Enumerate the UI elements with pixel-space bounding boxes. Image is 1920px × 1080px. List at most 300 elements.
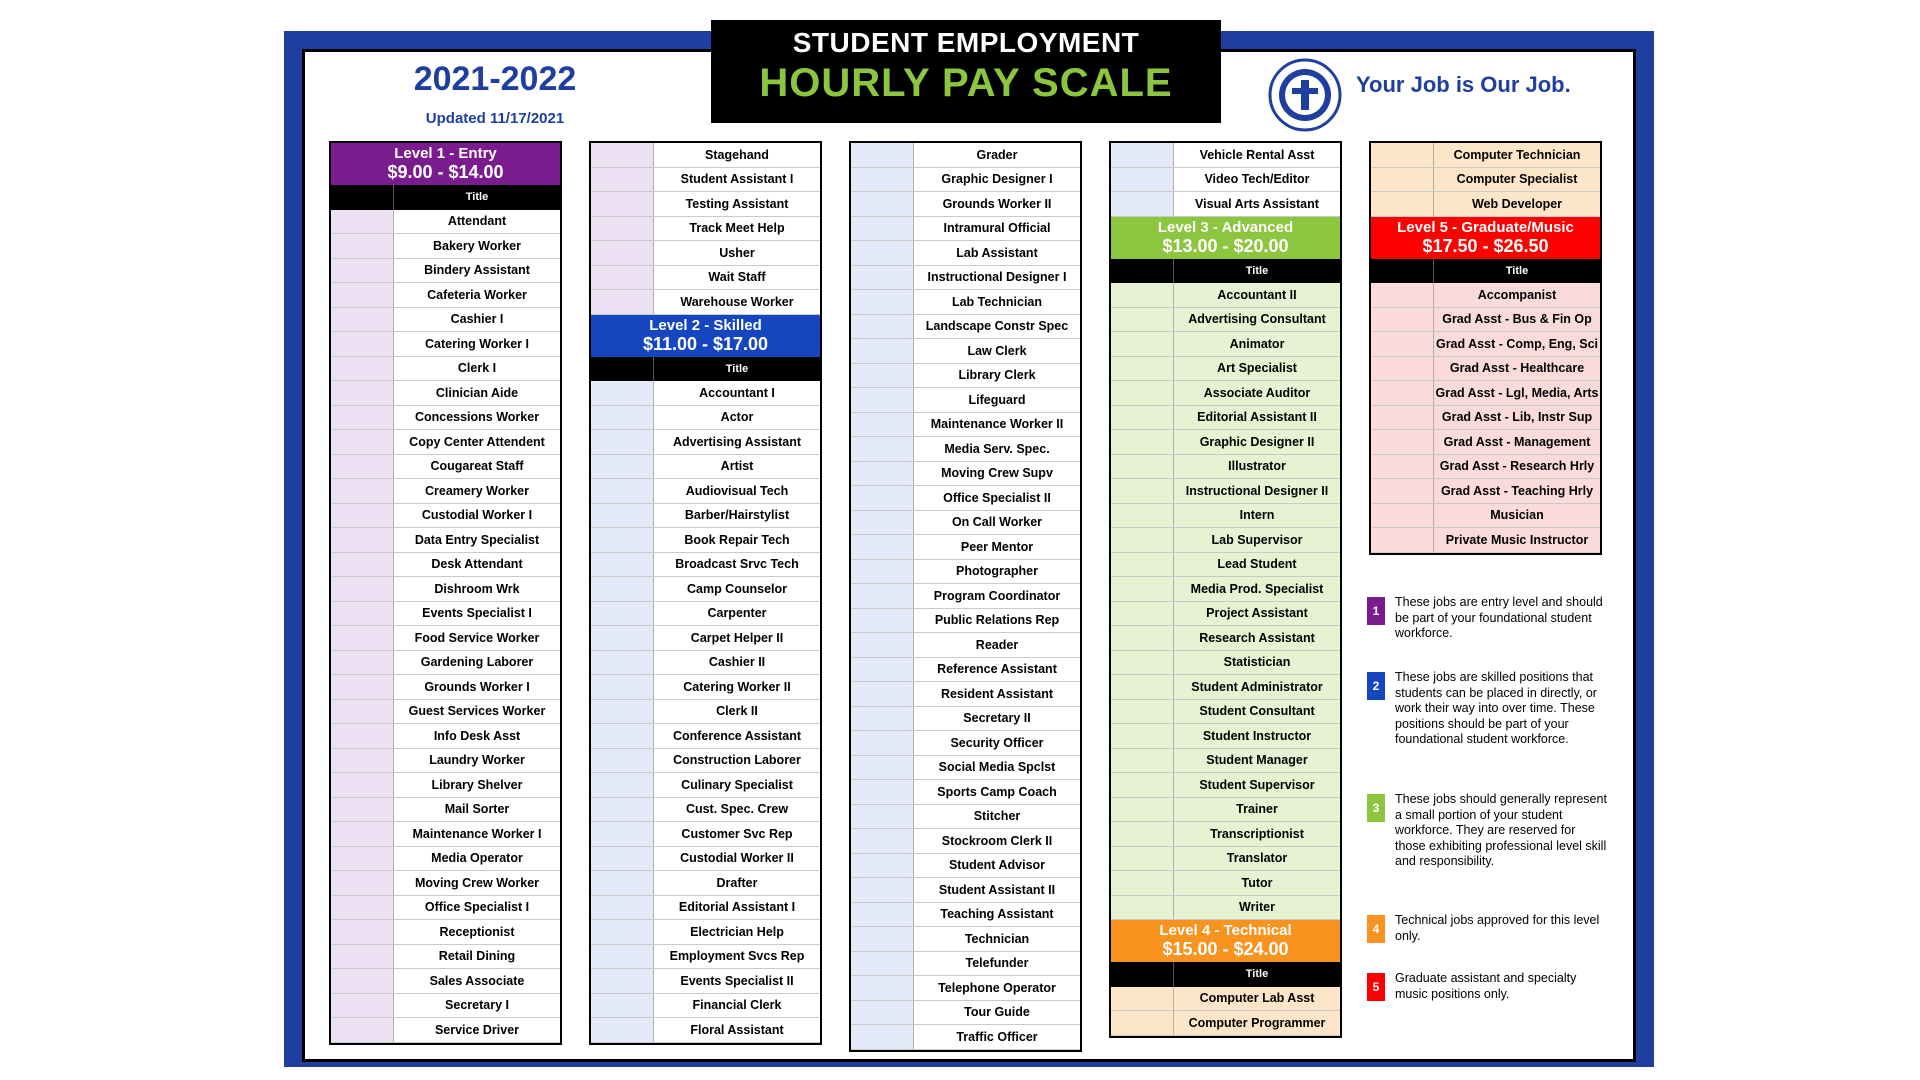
job-title: Library Shelver xyxy=(394,773,560,797)
updated-date: Updated 11/17/2021 xyxy=(425,110,565,127)
level2-job-list xyxy=(591,381,820,1043)
job-row xyxy=(331,724,560,749)
job-title: Audiovisual Tech xyxy=(654,479,820,503)
job-row xyxy=(1371,357,1600,382)
job-title: Catering Worker II xyxy=(654,675,820,699)
legend-badge-3: 3 xyxy=(1367,794,1385,822)
legend-text-3: These jobs should generally represent a small portion of your student workforce. They are reserved for those exhibiting professional level skill and responsibility. xyxy=(1395,792,1607,868)
job-row xyxy=(591,241,820,266)
job-title: Student Instructor xyxy=(1174,724,1340,748)
job-row xyxy=(331,651,560,676)
job-row xyxy=(851,388,1080,413)
job-row xyxy=(1111,675,1340,700)
job-title: Private Music Instructor xyxy=(1434,528,1600,552)
job-title: Video Tech/Editor xyxy=(1174,168,1340,192)
legend-badge-5: 5 xyxy=(1367,973,1385,1001)
job-title: Mail Sorter xyxy=(394,798,560,822)
job-title: Art Specialist xyxy=(1174,357,1340,381)
job-row xyxy=(851,486,1080,511)
job-title: Bakery Worker xyxy=(394,234,560,258)
job-title: Student Manager xyxy=(1174,749,1340,773)
job-title: Carpenter xyxy=(654,602,820,626)
job-row xyxy=(1111,528,1340,553)
level2-range: $11.00 - $17.00 xyxy=(642,333,769,354)
job-title: Lab Technician xyxy=(914,290,1080,314)
job-row xyxy=(331,455,560,480)
job-row xyxy=(1371,455,1600,480)
job-title: Data Entry Specialist xyxy=(394,528,560,552)
job-row xyxy=(331,504,560,529)
job-title: Grad Asst - Teaching Hrly xyxy=(1434,479,1600,503)
job-title: Gardening Laborer xyxy=(394,651,560,675)
job-title: Technician xyxy=(914,927,1080,951)
job-title: Associate Auditor xyxy=(1174,381,1340,405)
job-row xyxy=(591,553,820,578)
job-row xyxy=(1111,332,1340,357)
job-title: Stitcher xyxy=(914,805,1080,829)
job-title: Media Serv. Spec. xyxy=(914,437,1080,461)
job-row xyxy=(851,731,1080,756)
job-row xyxy=(1371,406,1600,431)
job-title: Customer Svc Rep xyxy=(654,822,820,846)
job-row xyxy=(331,406,560,431)
job-title: Tutor xyxy=(1174,871,1340,895)
job-title: Events Specialist I xyxy=(394,602,560,626)
job-row xyxy=(851,658,1080,683)
job-title: Grounds Worker I xyxy=(394,675,560,699)
job-row xyxy=(331,528,560,553)
job-title: Telephone Operator xyxy=(914,976,1080,1000)
job-title: Grad Asst - Lib, Instr Sup xyxy=(1434,406,1600,430)
title-header-row xyxy=(331,185,560,210)
job-title: Musician xyxy=(1434,504,1600,528)
job-title: Editorial Assistant II xyxy=(1174,406,1340,430)
job-row xyxy=(331,896,560,921)
job-title: Conference Assistant xyxy=(654,724,820,748)
job-row xyxy=(851,756,1080,781)
level5-label: Level 5 - Graduate/Music xyxy=(1397,218,1574,236)
level1-header xyxy=(331,143,560,185)
job-title: Animator xyxy=(1174,332,1340,356)
legend-badge-4: 4 xyxy=(1367,915,1385,943)
job-title: Computer Technician xyxy=(1434,143,1600,167)
legend-item-2 xyxy=(1367,670,1607,748)
job-row xyxy=(851,413,1080,438)
job-row xyxy=(851,143,1080,168)
job-row xyxy=(331,945,560,970)
job-row xyxy=(851,878,1080,903)
job-title: Creamery Worker xyxy=(394,479,560,503)
column-4 xyxy=(1109,141,1342,1038)
job-row xyxy=(851,511,1080,536)
job-row xyxy=(1111,847,1340,872)
job-row xyxy=(591,217,820,242)
legend-text-5: Graduate assistant and specialty music positions only. xyxy=(1395,971,1577,1001)
job-title: Drafter xyxy=(654,871,820,895)
job-title: Peer Mentor xyxy=(914,535,1080,559)
job-title: Grad Asst - Healthcare xyxy=(1434,357,1600,381)
job-row xyxy=(1111,577,1340,602)
job-title: Grounds Worker II xyxy=(914,192,1080,216)
legend-text-2: These jobs are skilled positions that students can be placed in directly, or work their way into over time. These positions should be part of your foundational student workforce. xyxy=(1395,670,1597,746)
job-title: Clerk II xyxy=(654,700,820,724)
job-row xyxy=(1111,749,1340,774)
job-title: Grad Asst - Comp, Eng, Sci xyxy=(1434,332,1600,356)
job-title: Project Assistant xyxy=(1174,602,1340,626)
job-row xyxy=(851,584,1080,609)
job-row xyxy=(1371,168,1600,193)
title-header-row xyxy=(1111,962,1340,987)
job-title: Web Developer xyxy=(1434,192,1600,216)
slogan: Your Job is Our Job. xyxy=(1356,72,1571,97)
job-title: Dishroom Wrk xyxy=(394,577,560,601)
legend-item-3 xyxy=(1367,792,1607,870)
job-row xyxy=(591,455,820,480)
job-row xyxy=(851,462,1080,487)
job-row xyxy=(331,602,560,627)
job-title: Landscape Constr Spec xyxy=(914,315,1080,339)
job-title: Actor xyxy=(654,406,820,430)
level1-cont-job-list xyxy=(591,143,820,315)
job-title: Financial Clerk xyxy=(654,994,820,1018)
job-title: Maintenance Worker I xyxy=(394,822,560,846)
legend-text-4: Technical jobs approved for this level only. xyxy=(1395,913,1600,943)
job-title: Info Desk Asst xyxy=(394,724,560,748)
job-title: Copy Center Attendent xyxy=(394,430,560,454)
job-row xyxy=(851,217,1080,242)
job-title: Media Operator xyxy=(394,847,560,871)
job-title: Guest Services Worker xyxy=(394,700,560,724)
job-title: Secretary I xyxy=(394,994,560,1018)
job-row xyxy=(591,700,820,725)
job-title: Camp Counselor xyxy=(654,577,820,601)
job-title: Cust. Spec. Crew xyxy=(654,798,820,822)
job-row xyxy=(591,798,820,823)
job-row xyxy=(851,315,1080,340)
job-title: Traffic Officer xyxy=(914,1025,1080,1049)
job-row xyxy=(331,308,560,333)
legend-badge-1: 1 xyxy=(1367,597,1385,625)
job-title: Research Assistant xyxy=(1174,626,1340,650)
job-row xyxy=(591,381,820,406)
job-row xyxy=(851,829,1080,854)
job-row xyxy=(331,969,560,994)
job-row xyxy=(1111,798,1340,823)
job-title: Office Specialist II xyxy=(914,486,1080,510)
job-title: Barber/Hairstylist xyxy=(654,504,820,528)
job-title: Grad Asst - Lgl, Media, Arts xyxy=(1434,381,1600,405)
job-row xyxy=(851,192,1080,217)
job-title: Grad Asst - Management xyxy=(1434,430,1600,454)
job-title: Broadcast Srvc Tech xyxy=(654,553,820,577)
job-title: Statistician xyxy=(1174,651,1340,675)
job-title: Instructional Designer II xyxy=(1174,479,1340,503)
job-row xyxy=(591,994,820,1019)
job-title: Editorial Assistant I xyxy=(654,896,820,920)
job-title: Moving Crew Worker xyxy=(394,871,560,895)
job-row xyxy=(1371,430,1600,455)
job-row xyxy=(591,969,820,994)
job-row xyxy=(591,675,820,700)
column-1 xyxy=(329,141,562,1045)
job-row xyxy=(1111,381,1340,406)
job-title: Computer Lab Asst xyxy=(1174,987,1340,1011)
job-title: Teaching Assistant xyxy=(914,903,1080,927)
job-title: Accountant I xyxy=(654,381,820,405)
job-row xyxy=(331,626,560,651)
job-title: Wait Staff xyxy=(654,266,820,290)
job-row xyxy=(331,283,560,308)
title-header-row xyxy=(1371,259,1600,284)
job-row xyxy=(1371,504,1600,529)
legend-badge-2: 2 xyxy=(1367,672,1385,700)
job-title: Book Repair Tech xyxy=(654,528,820,552)
job-row xyxy=(1111,626,1340,651)
job-title: Instructional Designer I xyxy=(914,266,1080,290)
title-header: Title xyxy=(1245,264,1269,277)
legend-item-4 xyxy=(1367,913,1607,944)
job-title: Moving Crew Supv xyxy=(914,462,1080,486)
job-row xyxy=(331,920,560,945)
job-title: Cafeteria Worker xyxy=(394,283,560,307)
job-row xyxy=(1111,651,1340,676)
job-title: Attendant xyxy=(394,210,560,234)
job-row xyxy=(851,266,1080,291)
level2-label: Level 2 - Skilled xyxy=(649,316,762,334)
banner-line1: STUDENT EMPLOYMENT xyxy=(792,27,1140,58)
job-title: Student Assistant II xyxy=(914,878,1080,902)
job-row xyxy=(851,927,1080,952)
title-header-row xyxy=(591,357,820,382)
job-row xyxy=(591,896,820,921)
job-row xyxy=(1111,724,1340,749)
job-title: Carpet Helper II xyxy=(654,626,820,650)
job-title: Lab Assistant xyxy=(914,241,1080,265)
level5-header xyxy=(1371,217,1600,259)
job-title: Construction Laborer xyxy=(654,749,820,773)
job-row xyxy=(331,479,560,504)
job-title: Tour Guide xyxy=(914,1001,1080,1025)
job-title: Warehouse Worker xyxy=(654,290,820,314)
title-header-row xyxy=(1111,259,1340,284)
level5-range: $17.50 - $26.50 xyxy=(1422,235,1549,256)
job-row xyxy=(1111,455,1340,480)
title-header: Title xyxy=(1505,264,1529,277)
job-title: Reference Assistant xyxy=(914,658,1080,682)
job-row xyxy=(331,357,560,382)
job-row xyxy=(331,430,560,455)
job-row xyxy=(851,903,1080,928)
job-title: Illustrator xyxy=(1174,455,1340,479)
job-row xyxy=(331,381,560,406)
level2-cont-job-list xyxy=(851,143,1080,1050)
job-title: Visual Arts Assistant xyxy=(1174,192,1340,216)
job-row xyxy=(331,234,560,259)
job-row xyxy=(331,553,560,578)
job-row xyxy=(331,700,560,725)
job-title: Cougareat Staff xyxy=(394,455,560,479)
job-title: On Call Worker xyxy=(914,511,1080,535)
job-title: Telefunder xyxy=(914,952,1080,976)
job-title: Desk Attendant xyxy=(394,553,560,577)
job-title: Computer Specialist xyxy=(1434,168,1600,192)
job-row xyxy=(1111,896,1340,921)
job-row xyxy=(1111,283,1340,308)
job-title: Social Media Spclst xyxy=(914,756,1080,780)
job-row xyxy=(591,822,820,847)
legend-item-5 xyxy=(1367,971,1607,1002)
job-title: Student Supervisor xyxy=(1174,773,1340,797)
level3-range: $13.00 - $20.00 xyxy=(1162,235,1289,256)
job-title: Artist xyxy=(654,455,820,479)
job-title: Grader xyxy=(914,143,1080,167)
job-row xyxy=(591,626,820,651)
job-row xyxy=(331,259,560,284)
job-row xyxy=(1111,192,1340,217)
job-title: Electrician Help xyxy=(654,920,820,944)
job-row xyxy=(331,332,560,357)
job-title: Custodial Worker II xyxy=(654,847,820,871)
job-row xyxy=(1111,504,1340,529)
job-row xyxy=(1371,143,1600,168)
column-2 xyxy=(589,141,822,1045)
job-row xyxy=(591,847,820,872)
job-title: Grad Asst - Bus & Fin Op xyxy=(1434,308,1600,332)
job-row xyxy=(1111,871,1340,896)
job-title: Usher xyxy=(654,241,820,265)
legend-text-1: These jobs are entry level and should be part of your foundational student workforce. xyxy=(1395,595,1603,640)
job-row xyxy=(851,707,1080,732)
job-title: Advertising Consultant xyxy=(1174,308,1340,332)
job-row xyxy=(331,1018,560,1043)
job-title: Computer Programmer xyxy=(1174,1011,1340,1035)
job-row xyxy=(591,479,820,504)
title-banner xyxy=(711,20,1221,123)
job-title: Catering Worker I xyxy=(394,332,560,356)
job-title: Lead Student xyxy=(1174,553,1340,577)
job-row xyxy=(851,805,1080,830)
job-row xyxy=(331,822,560,847)
job-title: Program Coordinator xyxy=(914,584,1080,608)
job-row xyxy=(851,560,1080,585)
job-title: Media Prod. Specialist xyxy=(1174,577,1340,601)
job-title: Student Advisor xyxy=(914,854,1080,878)
job-row xyxy=(1371,192,1600,217)
job-row xyxy=(591,430,820,455)
job-title: Testing Assistant xyxy=(654,192,820,216)
title-header: Title xyxy=(725,362,749,375)
job-title: Student Assistant I xyxy=(654,168,820,192)
job-row xyxy=(1371,528,1600,553)
job-title: Receptionist xyxy=(394,920,560,944)
student-employment-seal-icon xyxy=(1268,58,1342,132)
job-title: Accompanist xyxy=(1434,283,1600,307)
column-5 xyxy=(1369,141,1602,555)
job-title: Resident Assistant xyxy=(914,682,1080,706)
job-title: Lifeguard xyxy=(914,388,1080,412)
level3-job-list xyxy=(1111,283,1340,920)
job-row xyxy=(851,633,1080,658)
job-title: Sales Associate xyxy=(394,969,560,993)
job-title: Student Administrator xyxy=(1174,675,1340,699)
job-row xyxy=(591,143,820,168)
job-row xyxy=(851,168,1080,193)
job-row xyxy=(851,1001,1080,1026)
level1-range: $9.00 - $14.00 xyxy=(387,162,504,182)
job-title: Office Specialist I xyxy=(394,896,560,920)
job-title: Laundry Worker xyxy=(394,749,560,773)
job-row xyxy=(331,847,560,872)
job-row xyxy=(851,437,1080,462)
job-title: Graphic Designer II xyxy=(1174,430,1340,454)
job-row xyxy=(1371,479,1600,504)
job-row xyxy=(1111,700,1340,725)
job-row xyxy=(591,602,820,627)
job-title: Cashier II xyxy=(654,651,820,675)
job-row xyxy=(331,994,560,1019)
job-row xyxy=(1111,822,1340,847)
job-row xyxy=(591,290,820,315)
job-row xyxy=(851,290,1080,315)
job-title: Transcriptionist xyxy=(1174,822,1340,846)
job-title: Stockroom Clerk II xyxy=(914,829,1080,853)
job-title: Intramural Official xyxy=(914,217,1080,241)
job-row xyxy=(591,528,820,553)
job-row xyxy=(1371,381,1600,406)
job-title: Employment Svcs Rep xyxy=(654,945,820,969)
job-row xyxy=(851,976,1080,1001)
job-row xyxy=(591,504,820,529)
job-row xyxy=(1371,332,1600,357)
job-row xyxy=(1111,143,1340,168)
job-row xyxy=(591,1018,820,1043)
job-title: Grad Asst - Research Hrly xyxy=(1434,455,1600,479)
job-title: Secretary II xyxy=(914,707,1080,731)
job-title: Intern xyxy=(1174,504,1340,528)
job-row xyxy=(851,682,1080,707)
level4-range: $15.00 - $24.00 xyxy=(1162,939,1289,959)
title-header: Title xyxy=(465,191,489,204)
year-heading: 2021-2022 xyxy=(413,60,577,98)
job-row xyxy=(1111,773,1340,798)
job-title: Public Relations Rep xyxy=(914,609,1080,633)
job-row xyxy=(851,339,1080,364)
job-title: Advertising Assistant xyxy=(654,430,820,454)
level2-cont2-job-list xyxy=(1111,143,1340,217)
job-row xyxy=(1111,479,1340,504)
job-row xyxy=(1111,357,1340,382)
job-title: Clinician Aide xyxy=(394,381,560,405)
job-title: Library Clerk xyxy=(914,364,1080,388)
job-title: Accountant II xyxy=(1174,283,1340,307)
job-row xyxy=(591,577,820,602)
job-row xyxy=(331,675,560,700)
column-3 xyxy=(849,141,1082,1052)
level2-header xyxy=(591,315,820,357)
job-row xyxy=(1111,168,1340,193)
job-title: Cashier I xyxy=(394,308,560,332)
job-title: Floral Assistant xyxy=(654,1018,820,1042)
job-title: Student Consultant xyxy=(1174,700,1340,724)
job-title: Lab Supervisor xyxy=(1174,528,1340,552)
job-title: Concessions Worker xyxy=(394,406,560,430)
job-row xyxy=(1371,308,1600,333)
job-title: Reader xyxy=(914,633,1080,657)
job-title: Trainer xyxy=(1174,798,1340,822)
job-title: Bindery Assistant xyxy=(394,259,560,283)
level3-label: Level 3 - Advanced xyxy=(1157,218,1294,236)
job-row xyxy=(591,920,820,945)
